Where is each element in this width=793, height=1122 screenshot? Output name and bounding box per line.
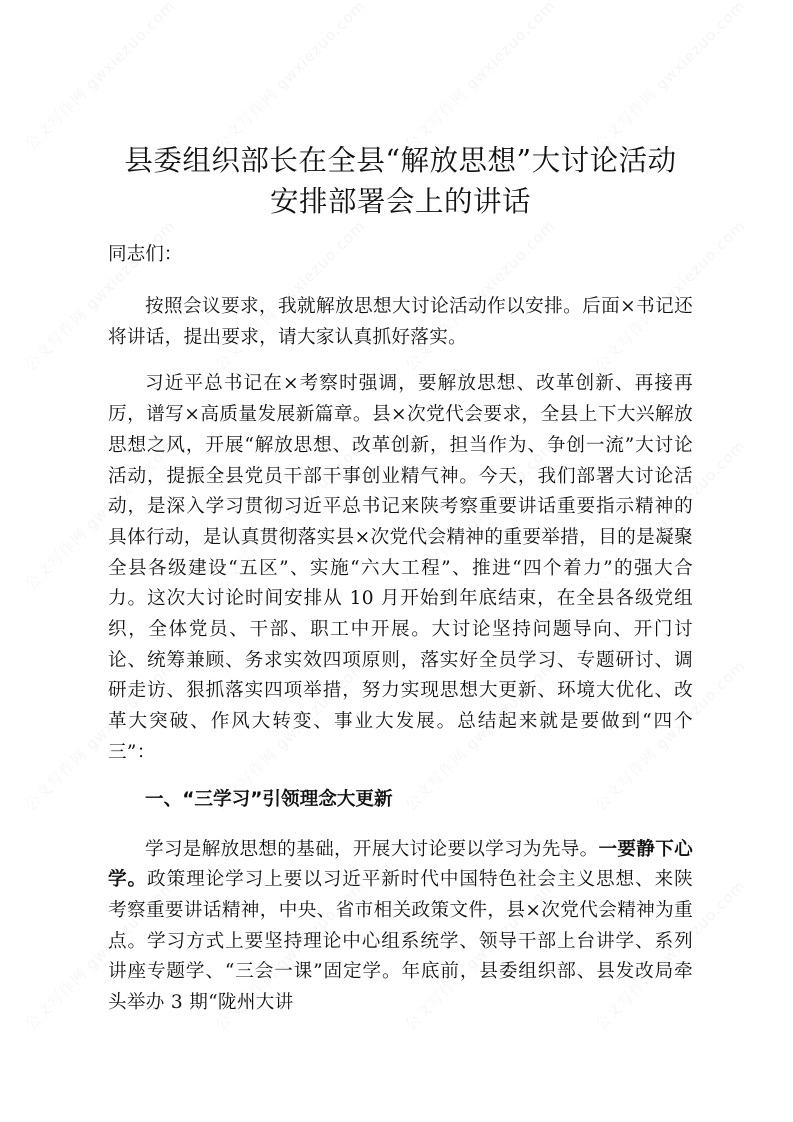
salutation: 同志们：	[108, 244, 183, 265]
watermark-text	[590, 0, 750, 155]
section1-text-rest: 政策理论学习上要以习近平新时代中国特色社会主义思想、来陕考察重要讲话精神，中央、省市相关政策文件，县×次党代会精神为重点。学习方式上要坚持理论中心组系统学、领导干部上台讲学、系列讲座专题学、“三会一课”固定学。年底前，县委组织部、县发改局牵头举办 3 期“陇州大讲	[108, 869, 693, 1014]
section1-text-start: 学习是解放思想的基础，开展大讨论要以学习为先导。	[145, 838, 599, 860]
watermark-text	[20, 0, 180, 155]
document-page	[108, 140, 693, 1035]
watermark-text	[210, 0, 370, 155]
paragraph-intro: 按照会议要求，我就解放思想大讨论活动作以安排。后面×书记还将讲话，提出要求，请大家认真抓好落实。	[108, 296, 693, 348]
title-line-2: 安排部署会上的讲话	[269, 185, 531, 218]
watermark-text	[400, 0, 560, 155]
document-title	[108, 140, 693, 222]
title-line-1: 县委组织部长在全县“解放思想”大讨论活动	[124, 144, 677, 177]
section1-bold-text: 一要静下心学。	[108, 838, 693, 891]
paragraph-background: 习近平总书记在×考察时强调，要解放思想、改革创新、再接再厉，谱写×高质量发展新篇章。县×次党代会要求，全县上下大兴解放思想之风，开展“解放思想、改革创新，担当作为、争创一流”大讨论活动，提振全县党员干部干事创业精气神。今天，我们部署大讨论活动，是深入学习贯彻习近平总书记来陕考察重要讲话重要指示精神的具体行动，是认真贯彻落实县×次党代会精神的重要举措，目的是凝聚全县各级建设“五区”、实施“六大工程”、推进“四个着力”的强大合力。这次大讨论时间安排从 10 月开始到年底结束，在全县各级党组织，全体党员、干部、职工中开展。大讨论坚持问题导向、开门讨论、统筹兼顾、务求实效四项原则，落实好全员学习、专题研讨、调研走访、狠抓落实四项举措，努力实现思想大更新、环境大优化、改革大突破、作风大转变、事业大发展。总结起来就是要做到“四个三”：	[108, 373, 693, 763]
section-heading-1: 一、“三学习”引领理念大更新	[145, 788, 393, 810]
paragraph-section1	[108, 835, 693, 1019]
